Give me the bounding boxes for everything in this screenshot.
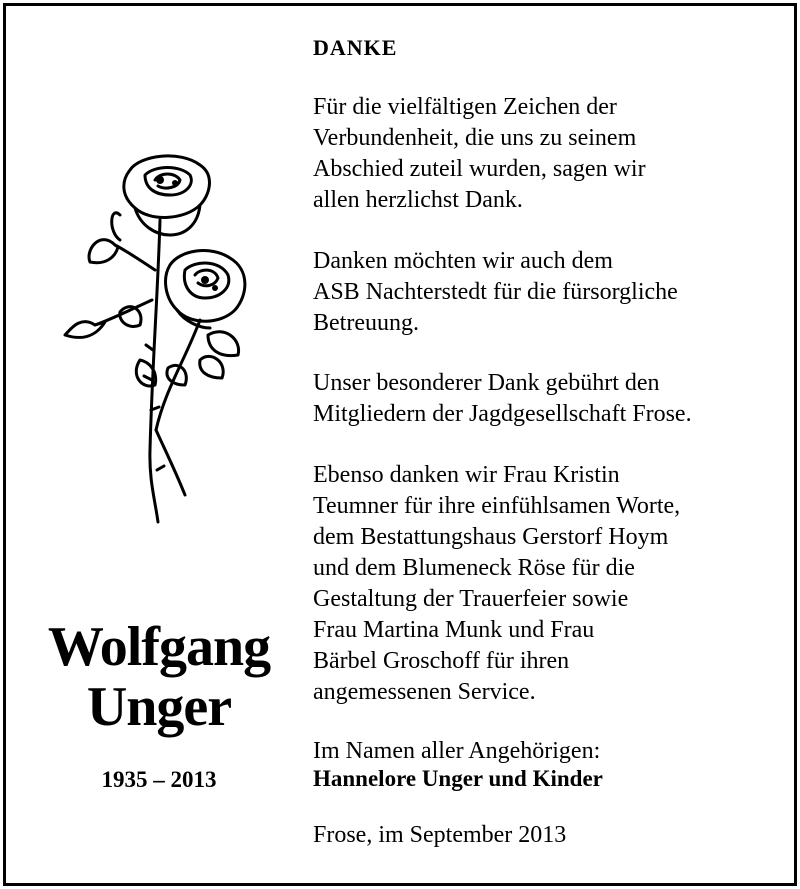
deceased-first-name: Wolfgang [47, 616, 271, 678]
signers: Hannelore Unger und Kinder [313, 766, 603, 791]
deceased-last-name: Unger [86, 676, 232, 738]
rose-illustration-icon [60, 150, 260, 530]
life-dates: 1935 – 2013 [101, 767, 217, 792]
place-date: Frose, im September 2013 [313, 822, 567, 848]
paragraph-further-thanks: Ebenso danken wir Frau Kristin Teumner für ihre einfühlsamen Worte, dem Bestattungshaus Gerstorf Hoym und dem Blumeneck Röse für die Gestaltung der Trauerfeier sowie Frau Martina Munk und Frau Bärbel Groschoff für ihren angemessenen Service. [313, 462, 681, 705]
paragraph-asb: Danken möchten wir auch dem ASB Nachterstedt für die fürsorgliche Betreuung. [313, 248, 678, 336]
notice-heading: DANKE [313, 35, 398, 60]
paragraph-on-behalf: Im Namen aller Angehörigen: [313, 738, 601, 764]
paragraph-hunting-society: Unser besonderer Dank gebührt den Mitgliedern der Jagdgesellschaft Frose. [313, 370, 692, 427]
paragraph-thanks: Für die vielfältigen Zeichen der Verbundenheit, die uns zu seinem Abschied zuteil wurden, sagen wir allen herzlichst Dank. [313, 94, 646, 213]
